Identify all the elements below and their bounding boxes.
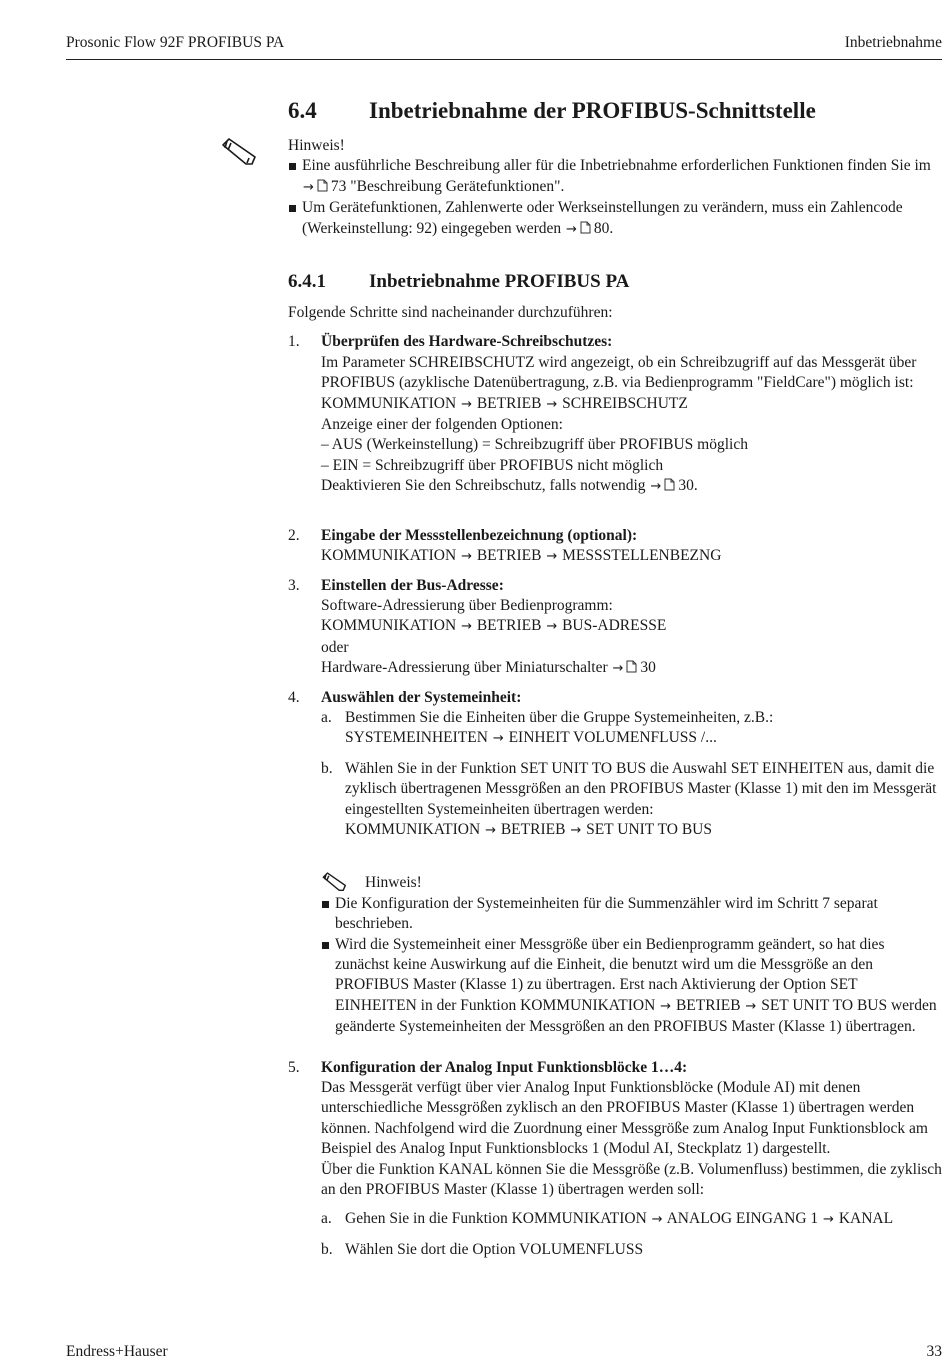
menu-path-item: KANAL: [838, 1210, 894, 1228]
substep-text: Bestimmen Sie die Einheiten über die Gruppe Systemeinheiten, z.B.:: [345, 708, 774, 726]
menu-path: [321, 616, 942, 637]
step-3: [288, 576, 942, 680]
hint-label: Hinweis!: [288, 137, 345, 154]
arrow-icon: →: [492, 731, 504, 747]
step-text: Anzeige einer der folgenden Optionen:: [321, 416, 563, 434]
step-number: 5.: [288, 1058, 300, 1076]
hint-bullet-list: [288, 156, 942, 240]
arrow-icon: →: [461, 549, 472, 565]
section-number: 6.4: [288, 98, 317, 123]
page-number-link[interactable]: 30: [640, 659, 656, 677]
subsection-title: Inbetriebnahme PROFIBUS PA: [369, 271, 630, 293]
menu-path-item: BETRIEB: [476, 394, 542, 412]
arrow-icon: →: [650, 479, 662, 495]
menu-path-item: BETRIEB: [675, 996, 741, 1014]
menu-path-item: BETRIEB: [476, 617, 542, 635]
substep-letter: b.: [321, 1240, 333, 1258]
page-reference-icon: [626, 660, 637, 673]
step-title: Auswählen der Systemeinheit:: [321, 688, 522, 706]
substep-letter: b.: [321, 759, 333, 777]
menu-path-item: SYSTEMEINHEITEN: [345, 729, 488, 747]
footer-page-number: 33: [926, 1343, 942, 1360]
arrow-icon: →: [546, 549, 558, 565]
hint-box: [288, 136, 942, 240]
section-title: Inbetriebnahme der PROFIBUS-Schnittstelle: [369, 98, 816, 123]
menu-path-item: KOMMUNIKATION: [345, 820, 481, 838]
main-content: [288, 96, 942, 1260]
page-number-link[interactable]: 30.: [678, 477, 698, 495]
arrow-icon: →: [461, 396, 472, 412]
hint-box: [321, 871, 942, 1037]
step-number: 3.: [288, 576, 300, 594]
arrow-icon: →: [823, 1212, 834, 1228]
footer-company: Endress+Hauser: [66, 1343, 168, 1360]
hint-text: Eine ausführliche Beschreibung aller für die Inbetriebnahme erforderlichen Funktionen finden Sie im: [302, 157, 931, 175]
substep-a: [321, 1209, 942, 1230]
hint-bullet-list: [321, 894, 942, 1038]
menu-path-item: KOMMUNIKATION: [321, 547, 457, 565]
hint-text: Um Gerätefunktionen, Zahlenwerte oder Werkseinstellungen zu verändern, muss ein Zahlencode (Werkeinstellung: 92) eingegeben werden: [302, 199, 903, 237]
arrow-icon: →: [461, 619, 472, 635]
substep-a: [321, 708, 942, 750]
arrow-icon: →: [651, 1212, 663, 1228]
step-text: oder: [321, 638, 349, 656]
step-number: 2.: [288, 526, 300, 544]
menu-path: [345, 820, 942, 841]
substep-b: [321, 759, 942, 842]
arrow-icon: →: [570, 822, 582, 838]
text: Deaktivieren Sie den Schreibschutz, falls notwendig: [321, 477, 646, 495]
menu-path-item: MESSSTELLENBEZNG: [562, 547, 722, 565]
hint-text: "Beschreibung Gerätefunktionen".: [350, 177, 565, 195]
page-reference-icon: [317, 179, 328, 192]
menu-path-item: EINHEIT VOLUMENFLUSS /...: [508, 729, 717, 747]
menu-path-item: ANALOG EINGANG 1: [666, 1210, 819, 1228]
pencil-icon: [220, 136, 260, 168]
arrow-icon: →: [612, 661, 624, 677]
hint-text: Wird die Systemeinheit einer Messgröße über ein Bedienprogramm geändert, so hat dies zunächst keine Auswirkung auf die Einheit, die benutzt wird um die Messgröße an den PROFIBUS Master (Klasse 1) zu übertragen. Erst nach Aktivierung der Option SET EINHEITEN in der Funktion KOMMUNIKATION: [335, 935, 885, 1014]
step-2: [288, 526, 942, 568]
step-text: Software-Adressierung über Bedienprogramm:: [321, 596, 613, 614]
menu-path-item: BETRIEB: [476, 547, 542, 565]
step-text: [321, 476, 942, 497]
substep-b: [321, 1240, 942, 1260]
step-number: 4.: [288, 688, 300, 706]
step-1: [288, 332, 942, 497]
list-item: Die Konfiguration der Systemeinheiten für die Summenzähler wird im Schritt 7 separat beschrieben.: [321, 894, 942, 935]
pencil-icon: [321, 871, 349, 893]
subsection-heading: [288, 269, 942, 295]
arrow-icon: →: [546, 619, 558, 635]
menu-path-item: KOMMUNIKATION: [321, 617, 457, 635]
page-reference-icon: [580, 221, 591, 234]
subsection-number: 6.4.1: [288, 271, 326, 293]
substep-letter: a.: [321, 708, 332, 726]
arrow-icon: →: [546, 396, 558, 412]
hint-text: werden geänderte Systemeinheiten der Messgrößen an den PROFIBUS Master (Klasse 1) übertragen.: [335, 996, 937, 1036]
menu-path-item: SET UNIT TO BUS: [761, 996, 888, 1014]
arrow-icon: →: [303, 179, 314, 195]
substep-text: Gehen Sie in die Funktion KOMMUNIKATION: [345, 1210, 647, 1228]
menu-path-item: BUS-ADRESSE: [562, 617, 667, 635]
menu-path: [345, 728, 942, 749]
text: Hardware-Adressierung über Miniaturschalter: [321, 659, 608, 677]
text: Im Parameter SCHREIBSCHUTZ wird angezeigt, ob ein Schreibzugriff auf das Messgerät über PROFIBUS (azyklische Datenübertragung, z.B. via Bedienprogramm "FieldCare") möglich ist: KOMMUNIKATION: [321, 353, 917, 412]
menu-path-item: BETRIEB: [500, 820, 566, 838]
step-5: [288, 1058, 942, 1261]
step-number: 1.: [288, 333, 300, 351]
step-text: Das Messgerät verfügt über vier Analog Input Funktionsblöcke (Module AI) mit denen unterschiedliche Messgrößen zyklisch an den PROFIBUS Master (Klasse 1) übertragen werden können. Nachfolgend wird die Zuordnung einer Messgröße zum Analog Input Funktionsblock am Beispiel des Analog Input Funktionsblocks 1 (Modul AI, Steckplatz 1) dargestellt.: [321, 1079, 928, 1158]
step-4: [288, 688, 942, 1038]
step-title: Eingabe der Messstellenbezeichnung (optional):: [321, 526, 638, 544]
option-aus: – AUS (Werkeinstellung) = Schreibzugriff über PROFIBUS möglich: [321, 436, 748, 454]
section-heading: [288, 96, 942, 126]
menu-path-item: SET UNIT TO BUS: [586, 820, 712, 838]
step-title: Überprüfen des Hardware-Schreibschutzes:: [321, 333, 613, 351]
arrow-icon: →: [485, 822, 496, 838]
step-title: Einstellen der Bus-Adresse:: [321, 576, 504, 594]
header-divider: [66, 59, 942, 60]
step-text: [321, 353, 942, 415]
page-reference-icon: [664, 478, 675, 491]
substep-text: Wählen Sie in der Funktion SET UNIT TO BUS die Auswahl SET EINHEITEN aus, damit die zyklisch übertragenen Messgrößen an den PROFIBUS Master (Klasse 1) mit den im Messgerät eingestellten Systemeinheiten übertragen werden:: [345, 759, 937, 818]
list-item: [321, 935, 942, 1038]
header-document-title: Prosonic Flow 92F PROFIBUS PA: [66, 34, 285, 51]
step-text: [321, 658, 942, 679]
page-number-link[interactable]: 73: [330, 177, 347, 195]
step-title: Konfiguration der Analog Input Funktionsblöcke 1…4:: [321, 1058, 688, 1076]
menu-path: [321, 546, 942, 567]
list-item: [288, 198, 942, 240]
menu-path-item: SCHREIBSCHUTZ: [562, 394, 688, 412]
hint-label: Hinweis!: [365, 874, 422, 892]
hint-label-row: [321, 871, 942, 893]
page-number-link[interactable]: 80.: [593, 219, 614, 237]
arrow-icon: →: [745, 998, 757, 1014]
substep-letter: a.: [321, 1210, 332, 1228]
arrow-icon: →: [566, 221, 577, 237]
arrow-icon: →: [660, 998, 672, 1014]
substep-text: Wählen Sie dort die Option VOLUMENFLUSS: [345, 1240, 644, 1258]
option-ein: – EIN = Schreibzugriff über PROFIBUS nicht möglich: [321, 456, 664, 474]
intro-text: Folgende Schritte sind nacheinander durchzuführen:: [288, 304, 613, 322]
header-chapter-title: Inbetriebnahme: [844, 34, 942, 51]
step-text: Über die Funktion KANAL können Sie die Messgröße (z.B. Volumenfluss) bestimmen, die zyklisch an den PROFIBUS Master (Klasse 1) übertragen werden soll:: [321, 1160, 942, 1199]
list-item: [288, 156, 942, 198]
